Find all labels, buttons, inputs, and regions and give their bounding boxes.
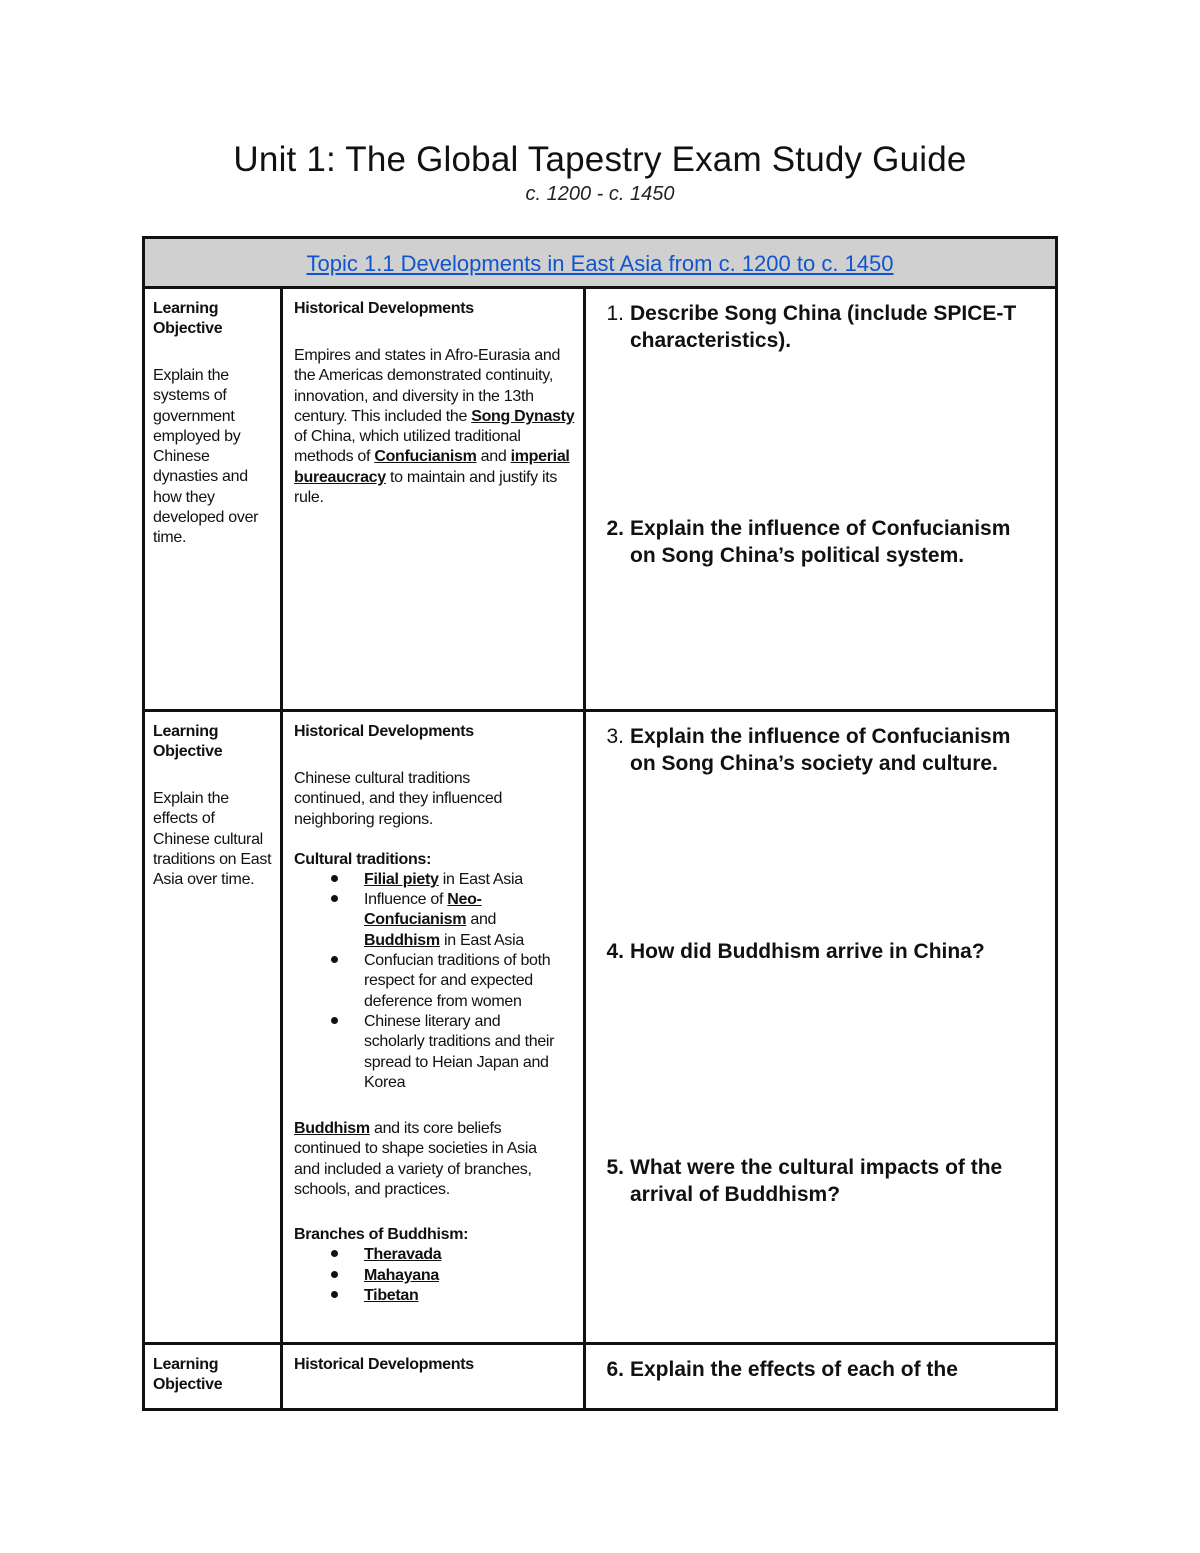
key-term: Buddhism <box>294 1120 370 1138</box>
text-run: of China, which utilized traditional methods of <box>294 428 521 466</box>
questions-cell <box>586 712 1055 1342</box>
list-item <box>364 1266 583 1286</box>
bullet-icon <box>331 1017 338 1024</box>
question-item <box>606 723 1030 777</box>
page-title: Unit 1: The Global Tapestry Exam Study Guide <box>233 140 967 179</box>
question-item <box>606 300 1030 354</box>
questions-cell <box>586 1345 1055 1408</box>
list-item <box>364 1245 583 1265</box>
text-run: in East Asia <box>439 931 524 949</box>
key-term: imperial bureaucracy <box>294 448 570 486</box>
question-text: Explain the influence of Confucianism on Song China’s political system. <box>630 517 1011 567</box>
learning-objective-cell <box>145 1345 283 1408</box>
question-text: Explain the influence of Confucianism on Song China’s society and culture. <box>630 725 1011 775</box>
bullet-icon <box>331 1271 338 1278</box>
learning-objective-text: Explain the systems of government employed by Chinese dynasties and how they developed over time. <box>153 367 259 547</box>
list-item <box>364 951 564 1012</box>
key-term: Mahayana <box>364 1266 439 1284</box>
question-text: What were the cultural impacts of the arrival of Buddhism? <box>630 1156 1003 1206</box>
learning-objective-cell <box>145 289 283 709</box>
text-run: Confucian traditions of both respect for and expected deference from women <box>364 952 551 1010</box>
historical-developments-heading: Historical Developments <box>294 300 474 317</box>
date-range-subtitle: c. 1200 - c. 1450 <box>525 183 675 205</box>
key-term: Theravada <box>364 1246 442 1264</box>
text-run: in East Asia <box>438 870 523 888</box>
question-item <box>606 1154 1030 1208</box>
bullet-icon <box>331 956 338 963</box>
table-row <box>145 712 1055 1345</box>
question-text: How did Buddhism arrive in China? <box>630 940 985 963</box>
text-run: and <box>476 448 511 466</box>
question-text: Explain the effects of each of the <box>630 1358 958 1381</box>
text-run: Influence of <box>364 891 448 909</box>
list-item <box>364 870 564 890</box>
bullet-icon <box>331 895 338 902</box>
learning-objective-heading: Learning Objective <box>153 300 223 337</box>
key-term: Filial piety <box>364 870 439 888</box>
historical-developments-heading: Historical Developments <box>294 1356 474 1373</box>
historical-developments-cell <box>286 289 586 709</box>
table-row <box>145 1345 1055 1408</box>
historical-developments-cell <box>286 712 586 1342</box>
question-number: 5. <box>606 1156 624 1179</box>
branches-list <box>294 1245 583 1306</box>
text-run: and <box>466 911 497 929</box>
branches-heading: Branches of Buddhism: <box>294 1226 469 1244</box>
question-number: 6. <box>606 1358 624 1381</box>
table-row <box>145 289 1055 712</box>
text-run: Chinese literary and scholarly traditions and their spread to Heian Japan and Korea <box>364 1012 555 1091</box>
learning-objective-heading: Learning Objective <box>153 723 223 760</box>
topic-header <box>145 239 1055 289</box>
buddhism-paragraph <box>294 1119 564 1200</box>
list-item <box>364 1012 564 1093</box>
learning-objective-heading: Learning Objective <box>153 1356 223 1393</box>
learning-objective-text: Explain the effects of Chinese cultural traditions on East Asia over time. <box>153 790 272 889</box>
questions-cell <box>586 289 1055 709</box>
question-item <box>606 938 1030 965</box>
historical-developments-heading: Historical Developments <box>294 723 474 740</box>
topic-link[interactable]: Topic 1.1 Developments in East Asia from c. 1200 to c. 1450 <box>306 251 894 276</box>
list-item <box>364 890 564 951</box>
question-item <box>606 515 1030 569</box>
cultural-traditions-list <box>294 870 564 1093</box>
question-text: Describe Song China (include SPICE-T characteristics). <box>630 302 1017 352</box>
study-guide-table <box>142 236 1058 1411</box>
question-item <box>606 1356 1050 1383</box>
historical-developments-text <box>294 346 576 508</box>
key-term: Buddhism <box>364 931 440 949</box>
list-item <box>364 1286 583 1306</box>
question-number: 1. <box>606 302 624 325</box>
question-number: 3. <box>606 725 624 748</box>
bullet-icon <box>331 1291 338 1298</box>
bullet-icon <box>331 1250 338 1257</box>
key-term: Tibetan <box>364 1286 419 1304</box>
historical-developments-cell <box>286 1345 586 1408</box>
learning-objective-cell <box>145 712 283 1342</box>
key-term: Neo-Confucianism <box>364 891 482 929</box>
text-run: and its core beliefs continued to shape societies in Asia and included a variety of branches, schools, and practices. <box>294 1120 537 1199</box>
text-run: Empires and states in Afro-Eurasia and the Americas demonstrated continuity, innovation, and diversity in the 13th century. This included the <box>294 347 561 425</box>
historical-developments-intro: Chinese cultural traditions continued, and they influenced neighboring regions. <box>294 770 503 828</box>
key-term: Confucianism <box>374 448 477 466</box>
bullet-icon <box>331 875 338 882</box>
question-number: 2. <box>606 517 624 540</box>
question-number: 4. <box>606 940 624 963</box>
key-term: Song Dynasty <box>471 407 575 425</box>
text-run: to maintain and justify its rule. <box>294 468 558 507</box>
cultural-traditions-heading: Cultural traditions: <box>294 850 432 868</box>
